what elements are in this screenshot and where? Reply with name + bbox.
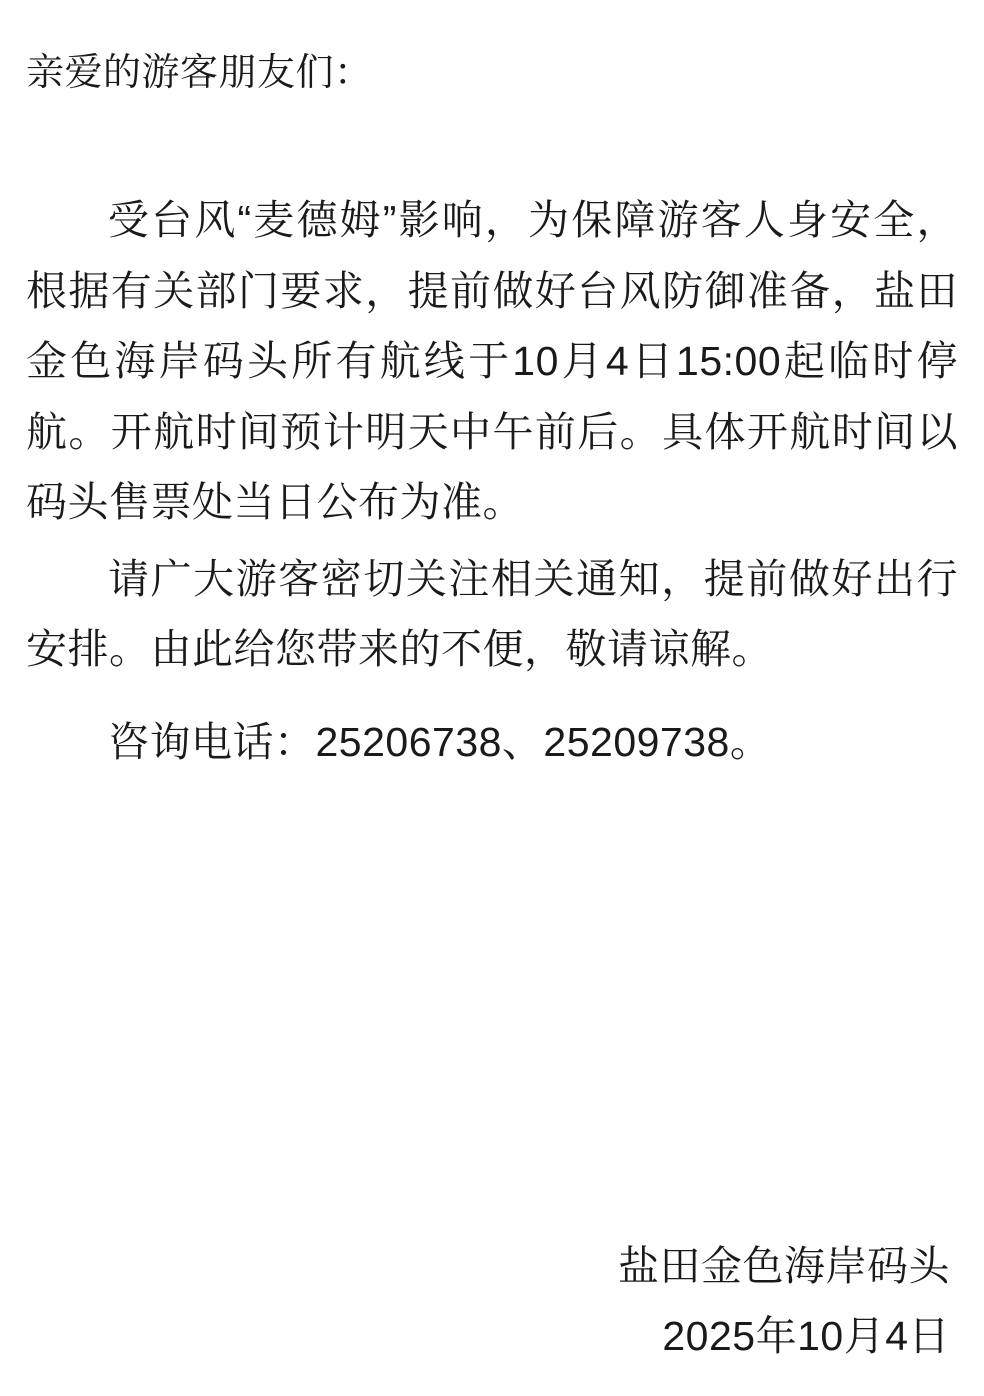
salutation: 亲爱的游客朋友们：: [26, 52, 373, 94]
signature-block: [26, 1231, 958, 1372]
contact-phone-line: 咨询电话：25206738、25209738。: [108, 718, 772, 765]
notice-paragraph-2: 请广大游客密切关注相关通知，提前做好出行安排。由此给您带来的不便，敬请谅解。: [26, 555, 958, 673]
layout-spacer: [26, 777, 958, 1231]
notice-paragraph-1: 受台风“麦德姆”影响，为保障游客人身安全，根据有关部门要求，提前做好台风防御准备，盐田金色海岸码头所有航线于10月4日15:00起临时停航。开航时间预计明天中午前后。具体开航时间以码头售票处当日公布为准。: [26, 197, 958, 526]
signature-organization: 盐田金色海岸码头: [618, 1242, 950, 1289]
signature-date: 2025年10月4日: [662, 1313, 950, 1360]
